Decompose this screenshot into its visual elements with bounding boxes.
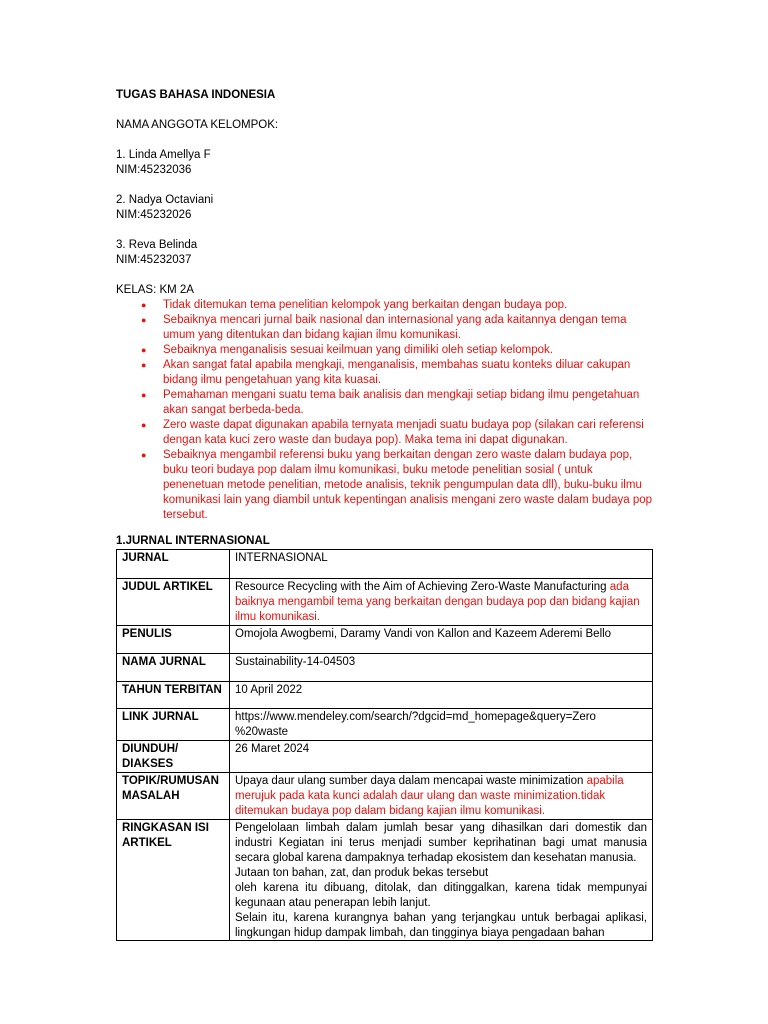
topic-text: Upaya daur ulang sumber daya dalam mencapai waste minimization (235, 775, 584, 787)
review-note: ● Tidak ditemukan tema penelitian kelompok yang berkaitan dengan budaya pop. (163, 298, 656, 313)
row-value (230, 579, 653, 626)
review-note: ● Pemahaman mengani suatu tema baik analisis dan mengkaji setiap bidang ilmu pengetahuan akan sangat berbeda-beda. (163, 388, 656, 418)
document-header (116, 88, 656, 523)
member-nim: NIM:45232036 (116, 164, 192, 176)
row-label: NAMA JURNAL (117, 654, 230, 682)
article-title: Resource Recycling with the Aim of Achieving Zero-Waste Manufacturing (235, 581, 607, 593)
summary-text (235, 821, 647, 940)
row-value: 10 April 2022 (230, 682, 653, 709)
member-name: 2. Nadya Octaviani (116, 194, 214, 206)
row-label: PENULIS (117, 626, 230, 654)
class-label: KELAS: KM 2A (116, 284, 194, 296)
review-note: ● Sebaiknya mencari jurnal baik nasional dan internasional yang ada kaitannya dengan tema umum yang ditentukan dan bidang kajian ilmu komunikasi. (163, 313, 656, 343)
row-label: LINK JURNAL (117, 709, 230, 741)
row-value (230, 820, 653, 941)
row-value (230, 773, 653, 820)
table-row (117, 709, 653, 741)
table-row (117, 550, 653, 579)
summary-paragraph: oleh karena itu dibuang, ditolak, dan ditinggalkan, karena tidak mempunyai kegunaan atau penerapan lebih lanjut. (235, 882, 647, 909)
member-name: 3. Reva Belinda (116, 239, 198, 251)
row-label-line: DIAKSES (122, 758, 174, 770)
summary-paragraph: Selain itu, karena kurangnya bahan yang terjangkau untuk berbagai aplikasi, lingkungan hidup dampak limbah, dan tingginya biaya pengadaan bahan (235, 912, 647, 939)
row-label: JUDUL ARTIKEL (117, 579, 230, 626)
row-label-line: DIUNDUH/ (122, 743, 179, 755)
group-label: NAMA ANGGOTA KELOMPOK: (116, 119, 279, 131)
journal-link-continued: %20waste (235, 726, 289, 738)
journal-table (116, 549, 653, 941)
review-note: ● Akan sangat fatal apabila mengkaji, menganalisis, membahas suatu konteks diluar cakupan bidang ilmu pengetahuan yang kita kuasai. (163, 358, 656, 388)
reviewer-comment: ada baiknya mengambil tema yang berkaitan dengan budaya pop dan bidang kajian ilmu komunikasi. (235, 581, 640, 623)
reviewer-comment: apabila merujuk pada kata kunci adalah daur ulang dan waste minimization.tidak ditemukan budaya pop dalam bidang kajian ilmu komunikasi. (235, 775, 624, 817)
row-label-line: ARTIKEL (122, 837, 172, 849)
row-value: Sustainability-14-04503 (230, 654, 653, 682)
summary-paragraph: Pengelolaan limbah dalam jumlah besar yang dihasilkan dari domestik dan industri Kegiatan ini terus menjadi sumber keprihatinan bagi umat manusia secara global karena dampaknya terhadap ekosistem dan kesehatan manusia. (235, 822, 647, 864)
review-note: ● Zero waste dapat digunakan apabila ternyata menjadi suatu budaya pop (silakan cari referensi dengan kata kuci zero waste dan budaya pop). Maka tema ini dapat digunakan. (163, 418, 656, 448)
summary-paragraph: Jutaan ton bahan, zat, dan produk bekas tersebut (235, 867, 489, 879)
journal-link: https://www.mendeley.com/search/?dgcid=md_homepage&query=Zero (235, 711, 596, 723)
table-row (117, 626, 653, 654)
table-row (117, 741, 653, 773)
table-row (117, 820, 653, 941)
row-label (117, 773, 230, 820)
row-label: TAHUN TERBITAN (117, 682, 230, 709)
row-value: INTERNASIONAL (230, 550, 653, 579)
member-name: 1. Linda Amellya F (116, 149, 211, 161)
row-label (117, 741, 230, 773)
row-label: JURNAL (117, 550, 230, 579)
review-note: ● Sebaiknya menganalisis sesuai keilmuan yang dimiliki oleh setiap kelompok. (163, 343, 656, 358)
table-row (117, 682, 653, 709)
review-notes-list (116, 298, 656, 523)
section-title: 1.JURNAL INTERNASIONAL (116, 535, 270, 547)
member-nim: NIM:45232026 (116, 209, 192, 221)
table-row (117, 773, 653, 820)
row-label-line: MASALAH (122, 790, 180, 802)
row-label-line: TOPIK/RUMUSAN (122, 775, 219, 787)
row-label-line: RINGKASAN ISI (122, 822, 209, 834)
table-row (117, 654, 653, 682)
row-value: Omojola Awogbemi, Daramy Vandi von Kallon and Kazeem Aderemi Bello (230, 626, 653, 654)
member-nim: NIM:45232037 (116, 254, 192, 266)
document-title: TUGAS BAHASA INDONESIA (116, 89, 276, 101)
row-value: 26 Maret 2024 (230, 741, 653, 773)
table-row (117, 579, 653, 626)
row-label (117, 820, 230, 941)
row-value (230, 709, 653, 741)
review-note: ● Sebaiknya mengambil referensi buku yang berkaitan dengan zero waste dalam budaya pop, buku teori budaya pop dalam ilmu komunikasi, buku metode penelitian sosial ( untuk penenetuan metode penelitian, metode analisis, teknik pengumpulan data dll), buku-buku ilmu komunikasi lain yang diambil untuk kepentingan analisis mengani zero waste dalam budaya pop tersebut. (163, 448, 656, 523)
